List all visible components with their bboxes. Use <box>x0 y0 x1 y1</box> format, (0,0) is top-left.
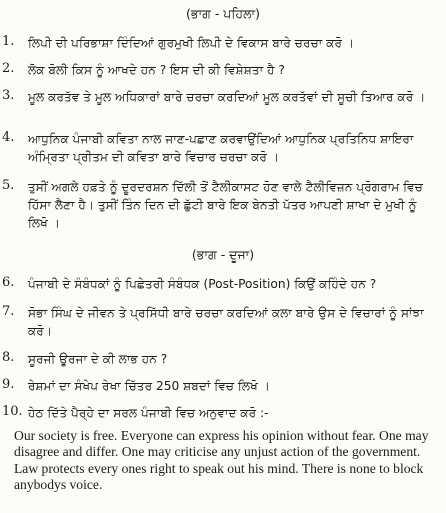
question-text: ਸੋਭਾ ਸਿੰਘ ਦੇ ਜੀਵਨ ਤੇ ਪ੍ਰਸਿੱਧੀ ਬਾਰੇ ਚਰਚਾ ਕਰਦਿਆਂ ਕਲਾ ਬਾਰੇ ਉਸ ਦੇ ਵਿਚਾਰਾਂ ਨੂੰ ਸਾਂਝਾ ਕਰੋ। <box>28 306 424 338</box>
question-text: ਆਧੁਨਿਕ ਪੰਜਾਬੀ ਕਵਿਤਾ ਨਾਲ ਜਾਣ-ਪਛਾਣ ਕਰਵਾਉਂਦਿਆਂ ਆਧੁਨਿਕ ਪ੍ਰਤਿਨਿਧ ਸ਼ਾਇਰਾ ਅੰਮ੍ਰਿਤਾ ਪ੍ਰੀਤਮ ਦੀ ਕਵਿਤਾ ਬਾਰੇ ਵਿਚਾਰ ਚਰਚਾ ਕਰੋ । <box>28 132 414 164</box>
question-number: 1. <box>2 34 15 49</box>
question-text: ਸੂਰਜੀ ਊਰਜਾ ਦੇ ਕੀ ਲਾਭ ਹਨ ? <box>28 352 168 366</box>
question-number: 9. <box>2 377 15 392</box>
question-text: ਤੁਸੀਂ ਅਗਲੇ ਹਫ਼ਤੇ ਨੂੰ ਦੂਰਦਰਸ਼ਨ ਦਿੱਲੀ ਤੋਂ ਟੈਲੀਕਾਸਟ ਹੋਣ ਵਾਲੇ ਟੈਲੀਵਿਜ਼ਨ ਪ੍ਰੋਗਰਾਮ ਵਿਚ ਹਿੱਸਾ ਲੈਣਾ ਹੈ। ਤੁਸੀਂ ਤਿੰਨ ਦਿਨ ਦੀ ਛੁੱਟੀ ਬਾਰੇ ਇਕ ਬੇਨਤੀ ਪੱਤਰ ਆਪਣੀ ਸ਼ਾਖਾ ਦੇ ਮੁਖੀ ਨੂੰ ਲਿਖੋ । <box>28 180 423 230</box>
question-number: 3. <box>2 88 15 103</box>
question-number: 6. <box>2 275 15 290</box>
question-text: ਲਿਪੀ ਦੀ ਪਰਿਭਾਸ਼ਾ ਦਿੰਦਿਆਂ ਗੁਰਮੁਖੀ ਲਿਪੀ ਦੇ ਵਿਕਾਸ ਬਾਰੇ ਚਰਚਾ ਕਰੋ । <box>28 36 355 50</box>
question-number: 2. <box>2 61 15 76</box>
part-one-heading: (ਭਾਗ - ਪਹਿਲਾ) <box>186 6 260 21</box>
part-two-heading: (ਭਾਗ - ਦੂਜਾ) <box>191 247 255 262</box>
question-number: 8. <box>2 350 15 365</box>
question-text: ਹੇਠ ਦਿੱਤੇ ਪੈਰ੍ਹੇ ਦਾ ਸਰਲ ਪੰਜਾਬੀ ਵਿਚ ਅਨੁਵਾਦ ਕਰੋ :- <box>28 406 269 420</box>
question-number: 4. <box>2 130 15 145</box>
question-text: ਮੂਲ ਕਰਤੱਵ ਤੇ ਮੂਲ ਅਧਿਕਾਰਾਂ ਬਾਰੇ ਚਰਚਾ ਕਰਦਿਆਂ ਮੂਲ ਕਰਤੱਵਾਂ ਦੀ ਸੂਚੀ ਤਿਆਰ ਕਰੋ । <box>28 90 426 104</box>
question-number: 10. <box>2 404 23 419</box>
question-text: ਲੋਕ ਬੋਲੀ ਕਿਸ ਨੂੰ ਆਖਦੇ ਹਨ ? ਇਸ ਦੀ ਕੀ ਵਿਸ਼ੇਸ਼ਤਾ ਹੈ ? <box>28 63 285 77</box>
question-text: ਰੇਸ਼ਮਾਂ ਦਾ ਸੰਖੇਪ ਰੇਖਾ ਚਿੱਤਰ 250 ਸ਼ਬਦਾਂ ਵਿਚ ਲਿਖੋ । <box>28 379 270 393</box>
question-number: 5. <box>2 178 15 193</box>
translation-passage: Our society is free. Everyone can express his opinion without fear. One may disagree and differ. One may criticise any unjust action of the government. Law protects every ones right to speak out his mind. There is none to block anybodys voice. <box>14 428 429 492</box>
question-number: 7. <box>2 304 15 319</box>
question-text: ਪੰਜਾਬੀ ਦੇ ਸੰਬੰਧਕਾਂ ਨੂੰ ਪਿਛੇਤਰੀ ਸੰਬੰਧਕ (Post-Position) ਕਿਉਂ ਕਹਿੰਦੇ ਹਨ ? <box>28 277 377 291</box>
